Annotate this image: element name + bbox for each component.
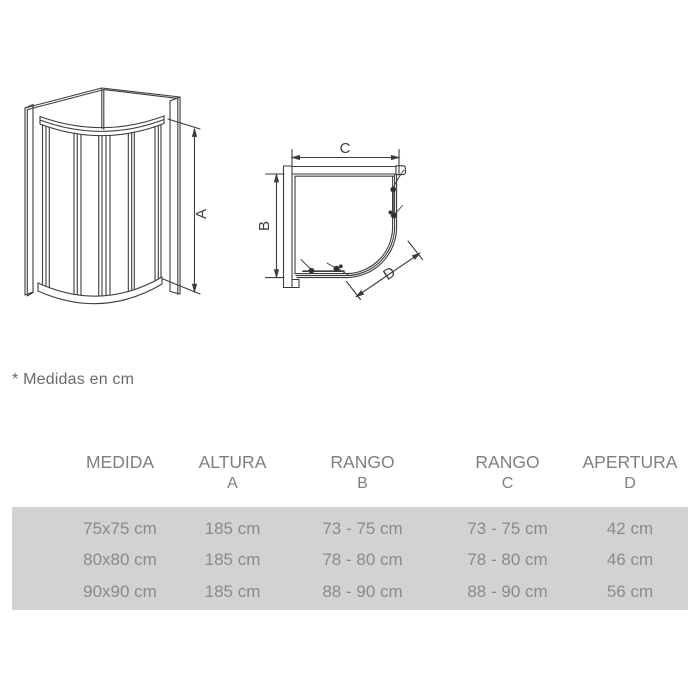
label-C: C [339, 140, 351, 157]
arrow-down-icon [275, 270, 279, 277]
iso-panel-stiles [43, 125, 162, 296]
door-rollers [301, 170, 404, 276]
arrow-up-icon [193, 129, 197, 136]
column-header-apertura: APERTURA D [582, 452, 678, 492]
table-body [12, 507, 688, 610]
iso-view [25, 88, 210, 304]
table-header [45, 452, 700, 494]
arrow-up-right-icon [413, 254, 420, 260]
arrow-up-icon [275, 175, 279, 182]
dimension-D [347, 241, 423, 300]
column-header-medida: MEDIDA [85, 452, 155, 472]
dimension-B [256, 174, 284, 278]
table-row: 80x80 cm 185 cm 78 - 80 cm 78 - 80 cm 46 cm [83, 550, 654, 570]
label-B: B [256, 220, 273, 232]
iso-right-wall [170, 97, 180, 295]
arrow-down-left-icon [357, 291, 364, 297]
arrow-left-icon [293, 156, 300, 160]
iso-bottom-rail [38, 277, 162, 304]
table-row: 75x75 cm 185 cm 73 - 75 cm 73 - 75 cm 42 cm [83, 518, 654, 538]
units-note: * Medidas en cm [12, 371, 135, 388]
plan-left-wall [284, 166, 300, 288]
plan-bottom-glass [295, 274, 346, 278]
label-D: D [380, 263, 399, 284]
top-view [256, 140, 423, 300]
dimension-C [292, 140, 399, 175]
column-header-rango-b: RANGO B [330, 452, 395, 492]
table-row: 90x90 cm 185 cm 88 - 90 cm 88 - 90 cm 56 cm [83, 581, 654, 601]
plan-top-wall [292, 166, 405, 175]
column-header-rango-c: RANGO C [475, 452, 540, 492]
column-header-altura: ALTURA A [198, 452, 267, 492]
arrow-down-icon [193, 284, 197, 291]
label-A: A [193, 208, 210, 220]
arrow-right-icon [392, 156, 399, 160]
iso-left-wall [25, 105, 33, 297]
plan-glass-frame [295, 176, 394, 273]
